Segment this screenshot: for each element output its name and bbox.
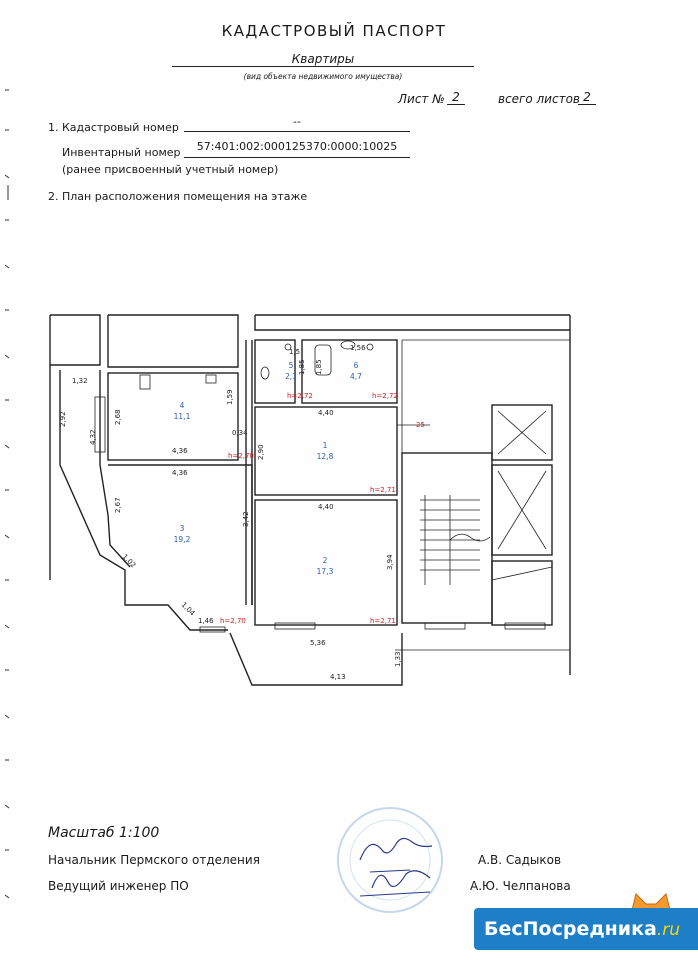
svg-text:4,13: 4,13 (330, 673, 346, 681)
svg-text:3,94: 3,94 (386, 554, 394, 570)
room-5-num: 5 (288, 361, 294, 370)
inventory-value: 57:401:002:000125370:0000:10025 (184, 140, 410, 158)
svg-text:1,85: 1,85 (315, 359, 323, 375)
cadastral-label: 1. Кадастровый номер (48, 121, 179, 134)
room-3-area: 19,2 (173, 535, 191, 544)
room-6-num: 6 (353, 361, 359, 370)
plan-walls (50, 315, 570, 685)
room-2-area: 17,3 (316, 567, 334, 576)
svg-text:1,02: 1,02 (120, 552, 138, 570)
svg-text:1,59: 1,59 (226, 389, 234, 405)
signer1-name: А.В. Садыков (478, 853, 562, 867)
signer2-role: Ведущий инженер ПО (48, 879, 189, 893)
signer2-name: А.Ю. Челпанова (470, 879, 571, 893)
svg-text:1,85: 1,85 (298, 359, 306, 375)
document-title: КАДАСТРОВЫЙ ПАСПОРТ (221, 22, 447, 40)
svg-text:4,32: 4,32 (89, 429, 97, 445)
svg-text:0,34: 0,34 (232, 429, 248, 437)
floor-plan (40, 305, 580, 690)
svg-text:h=2,70: h=2,70 (228, 452, 254, 460)
room-labels (174, 361, 363, 576)
svg-text:2,90: 2,90 (257, 444, 265, 460)
svg-text:4,40: 4,40 (318, 409, 334, 417)
svg-text:25: 25 (416, 421, 425, 429)
svg-text:h=2,70: h=2,70 (220, 617, 246, 625)
svg-text:1,5: 1,5 (289, 348, 301, 356)
watermark-brand: БесПосредника (484, 918, 657, 940)
scale-label: Масштаб 1:100 (48, 825, 160, 841)
svg-text:1,56: 1,56 (350, 344, 366, 352)
room-6-area: 4,7 (350, 372, 362, 381)
svg-text:1,33: 1,33 (394, 651, 402, 667)
svg-text:2,67: 2,67 (114, 497, 122, 513)
plan-label: 2. План расположения помещения на этаже (48, 190, 308, 203)
svg-text:4,40: 4,40 (318, 503, 334, 511)
object-type: Квартиры (291, 52, 355, 66)
svg-text:2,92: 2,92 (59, 411, 67, 427)
sheets-total-label: всего листов (498, 92, 580, 106)
dimension-labels (59, 344, 425, 681)
svg-text:3,42: 3,42 (242, 511, 250, 527)
room-1-area: 12,8 (316, 452, 334, 461)
svg-text:1,46: 1,46 (198, 617, 214, 625)
svg-text:5,36: 5,36 (310, 639, 326, 647)
signer1-role: Начальник Пермского отделения (48, 853, 260, 867)
svg-text:4,36: 4,36 (172, 447, 188, 455)
room-4-area: 11,1 (173, 412, 191, 421)
svg-text:h=2,72: h=2,72 (287, 392, 313, 400)
svg-text:2,68: 2,68 (114, 409, 122, 425)
object-type-underline (172, 66, 474, 67)
room-4-num: 4 (179, 401, 185, 410)
svg-text:h=2,72: h=2,72 (372, 392, 398, 400)
sheets-total: 2 (578, 90, 596, 105)
stamp-and-signatures (330, 800, 470, 920)
watermark-tld: .ru (656, 920, 681, 940)
svg-text:h=2,71: h=2,71 (370, 617, 396, 625)
svg-text:h=2,71: h=2,71 (370, 486, 396, 494)
svg-text:1,32: 1,32 (72, 377, 88, 385)
svg-text:4,36: 4,36 (172, 469, 188, 477)
room-5-area: 2,1 (285, 372, 297, 381)
sheet-number: 2 (447, 90, 465, 105)
watermark-badge (474, 908, 698, 950)
margin-ticks (0, 0, 20, 960)
cadastral-value: -- (184, 115, 410, 132)
inventory-label: Инвентарный номер (62, 146, 181, 159)
room-3-num: 3 (179, 524, 185, 533)
sheet-label: Лист № (398, 92, 445, 106)
room-1-num: 1 (322, 441, 328, 450)
room-2-num: 2 (322, 556, 328, 565)
former-number-label: (ранее присвоенный учетный номер) (62, 163, 279, 176)
svg-text:1,04: 1,04 (179, 600, 197, 618)
object-type-caption: (вид объекта недвижимого имущества) (243, 72, 403, 81)
